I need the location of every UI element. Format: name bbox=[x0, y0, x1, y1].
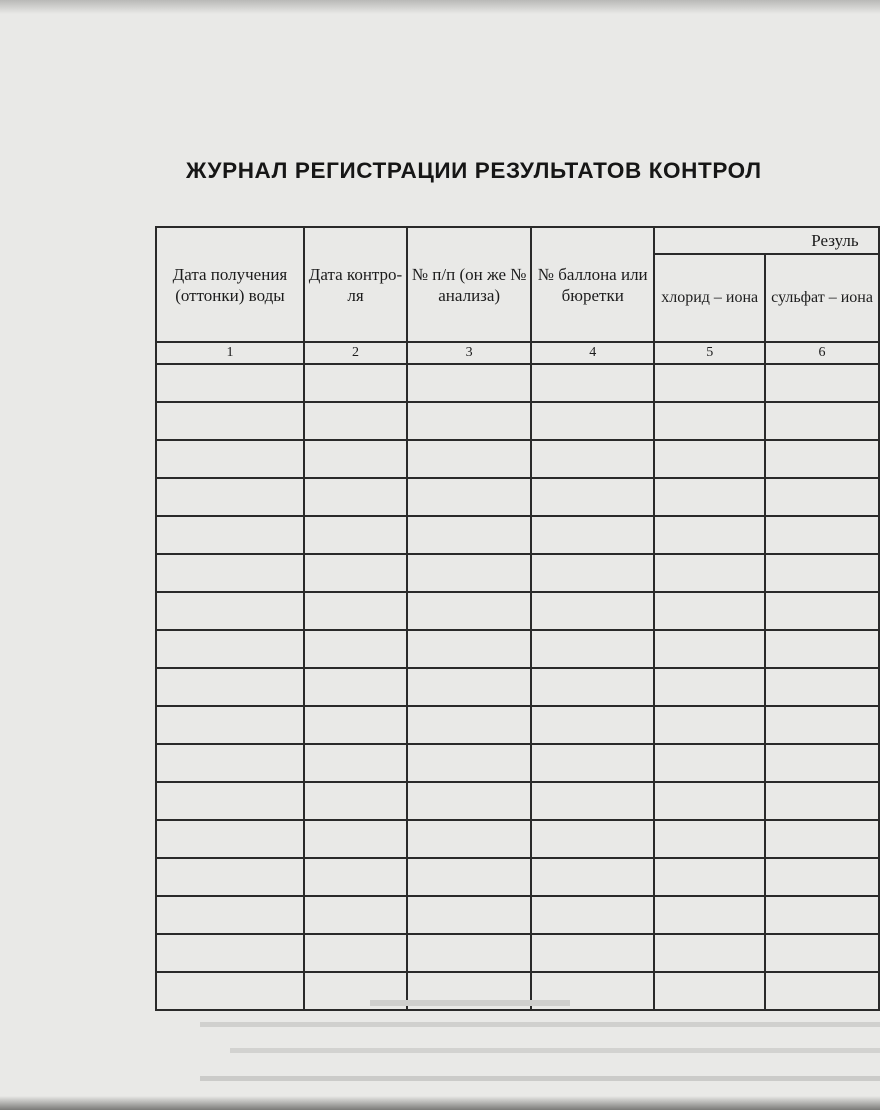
table-row bbox=[156, 934, 879, 972]
table-cell bbox=[156, 668, 304, 706]
table-cell bbox=[304, 516, 407, 554]
table-cell bbox=[156, 440, 304, 478]
table-cell bbox=[407, 402, 531, 440]
table-cell bbox=[531, 592, 654, 630]
table-row bbox=[156, 440, 879, 478]
table-cell bbox=[156, 744, 304, 782]
table-cell bbox=[407, 668, 531, 706]
table-cell bbox=[407, 706, 531, 744]
table-cell bbox=[304, 630, 407, 668]
table-row bbox=[156, 554, 879, 592]
table-cell bbox=[407, 858, 531, 896]
reverse-side-bleed-through bbox=[200, 1000, 880, 1100]
table-row bbox=[156, 820, 879, 858]
header-results-group: Резуль bbox=[654, 227, 879, 254]
table-cell bbox=[654, 706, 765, 744]
table-cell bbox=[765, 858, 879, 896]
table-cell bbox=[765, 440, 879, 478]
table-cell bbox=[531, 630, 654, 668]
table-row bbox=[156, 744, 879, 782]
table-cell bbox=[407, 820, 531, 858]
table-cell bbox=[654, 364, 765, 402]
table-cell bbox=[765, 896, 879, 934]
header-receipt-date: Дата получения (оттонки) воды bbox=[156, 227, 304, 342]
table-cell bbox=[531, 934, 654, 972]
table-cell bbox=[407, 744, 531, 782]
header-chloride-ion: хлорид – иона bbox=[654, 254, 765, 342]
table-cell bbox=[654, 668, 765, 706]
table-row bbox=[156, 706, 879, 744]
table-cell bbox=[765, 478, 879, 516]
table-cell bbox=[156, 858, 304, 896]
column-number: 5 bbox=[654, 342, 765, 364]
table-cell bbox=[304, 934, 407, 972]
table-cell bbox=[407, 896, 531, 934]
table-cell bbox=[654, 744, 765, 782]
table-cell bbox=[531, 668, 654, 706]
table-cell bbox=[156, 934, 304, 972]
table-cell bbox=[531, 478, 654, 516]
table-cell bbox=[531, 402, 654, 440]
table-cell bbox=[407, 630, 531, 668]
table-cell bbox=[156, 516, 304, 554]
column-number: 4 bbox=[531, 342, 654, 364]
header-analysis-number: № п/п (он же № анализа) bbox=[407, 227, 531, 342]
table-cell bbox=[654, 516, 765, 554]
table-row bbox=[156, 896, 879, 934]
scan-bottom-shadow bbox=[0, 1096, 880, 1110]
table-row bbox=[156, 668, 879, 706]
table-cell bbox=[304, 706, 407, 744]
journal-title: ЖУРНАЛ РЕГИСТРАЦИИ РЕЗУЛЬТАТОВ КОНТРОЛ bbox=[186, 158, 762, 183]
column-number: 6 bbox=[765, 342, 879, 364]
table-cell bbox=[531, 896, 654, 934]
table-cell bbox=[531, 706, 654, 744]
table-cell bbox=[531, 440, 654, 478]
table-cell bbox=[304, 478, 407, 516]
table-cell bbox=[765, 706, 879, 744]
column-number: 1 bbox=[156, 342, 304, 364]
table-cell bbox=[304, 782, 407, 820]
table-cell bbox=[765, 668, 879, 706]
table-cell bbox=[304, 744, 407, 782]
table-cell bbox=[156, 782, 304, 820]
table-cell bbox=[531, 744, 654, 782]
table-row bbox=[156, 516, 879, 554]
table-cell bbox=[304, 440, 407, 478]
table-row bbox=[156, 402, 879, 440]
table-cell bbox=[765, 744, 879, 782]
column-number: 2 bbox=[304, 342, 407, 364]
table-cell bbox=[654, 440, 765, 478]
table-cell bbox=[407, 934, 531, 972]
table-cell bbox=[304, 592, 407, 630]
table-row bbox=[156, 364, 879, 402]
table-cell bbox=[407, 364, 531, 402]
table-cell bbox=[765, 630, 879, 668]
table-row bbox=[156, 478, 879, 516]
table-cell bbox=[765, 554, 879, 592]
table-cell bbox=[765, 402, 879, 440]
table-cell bbox=[765, 934, 879, 972]
header-control-date: Дата контро-ля bbox=[304, 227, 407, 342]
table-row bbox=[156, 592, 879, 630]
table-cell bbox=[654, 478, 765, 516]
table-cell bbox=[407, 554, 531, 592]
table-cell bbox=[654, 820, 765, 858]
table-cell bbox=[765, 820, 879, 858]
table-cell bbox=[156, 554, 304, 592]
table-cell bbox=[654, 858, 765, 896]
table-cell bbox=[407, 440, 531, 478]
registration-table bbox=[155, 226, 880, 1011]
table-cell bbox=[304, 858, 407, 896]
table-cell bbox=[654, 934, 765, 972]
table-cell bbox=[156, 364, 304, 402]
table-cell bbox=[654, 402, 765, 440]
table-cell bbox=[765, 782, 879, 820]
table-cell bbox=[156, 478, 304, 516]
table-cell bbox=[407, 516, 531, 554]
table-cell bbox=[531, 820, 654, 858]
table-cell bbox=[654, 782, 765, 820]
table-cell bbox=[407, 478, 531, 516]
table-cell bbox=[654, 896, 765, 934]
table-cell bbox=[156, 706, 304, 744]
table-cell bbox=[304, 364, 407, 402]
table-cell bbox=[654, 630, 765, 668]
table-cell bbox=[156, 630, 304, 668]
table-cell bbox=[304, 402, 407, 440]
table-cell bbox=[156, 402, 304, 440]
table-row bbox=[156, 630, 879, 668]
table-cell bbox=[654, 592, 765, 630]
table-cell bbox=[304, 896, 407, 934]
table-cell bbox=[531, 364, 654, 402]
table-cell bbox=[531, 858, 654, 896]
header-cylinder-number: № баллона или бюретки bbox=[531, 227, 654, 342]
table-cell bbox=[765, 592, 879, 630]
scan-top-shadow bbox=[0, 0, 880, 14]
table-cell bbox=[407, 782, 531, 820]
table-cell bbox=[531, 782, 654, 820]
table-cell bbox=[304, 820, 407, 858]
table-cell bbox=[304, 554, 407, 592]
table-cell bbox=[654, 554, 765, 592]
header-sulfate-ion: сульфат – иона bbox=[765, 254, 879, 342]
column-number: 3 bbox=[407, 342, 531, 364]
table-row bbox=[156, 858, 879, 896]
table-cell bbox=[765, 516, 879, 554]
table-cell bbox=[765, 364, 879, 402]
table-cell bbox=[407, 592, 531, 630]
table-cell bbox=[156, 592, 304, 630]
table-cell bbox=[531, 554, 654, 592]
table-cell bbox=[156, 820, 304, 858]
table-cell bbox=[156, 896, 304, 934]
table-row bbox=[156, 782, 879, 820]
table-cell bbox=[304, 668, 407, 706]
table-cell bbox=[531, 516, 654, 554]
